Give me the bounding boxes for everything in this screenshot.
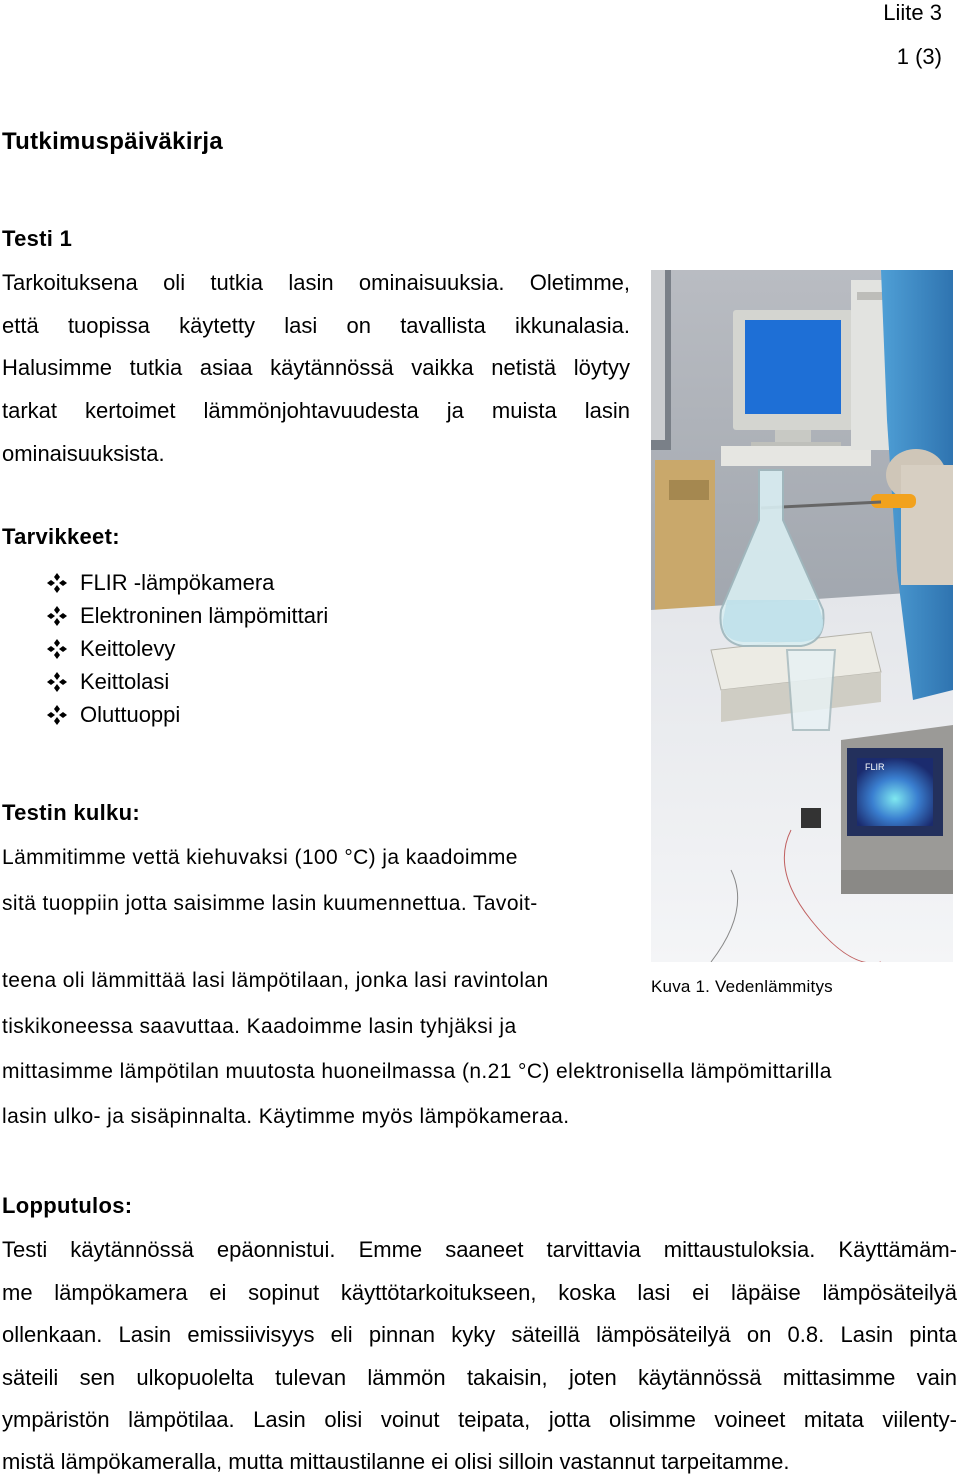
page-number: 1 (3) — [896, 44, 942, 69]
procedure-line: teena oli lämmittää lasi lämpötilaan, jonka lasi ravintolan — [2, 969, 549, 992]
list-item — [44, 698, 328, 731]
list-item — [44, 566, 328, 599]
result-line: säteili sen ulkopuolelta tulevan lämmön takaisin, joten käytännössä mittasimme vain — [2, 1365, 957, 1390]
diamond-bullet-icon — [44, 704, 70, 726]
test-heading: Testi 1 — [2, 226, 73, 251]
intro-line: Tarkoituksena oli tutkia lasin ominaisuuksia. Oletimme, — [2, 270, 630, 295]
supplies-list — [44, 566, 328, 731]
result-line: ympäristön lämpötilaa. Lasin olisi voinut teipata, jotta olisimme voineet mitata viilenty- — [2, 1407, 957, 1432]
lab-photo-illustration — [651, 270, 953, 962]
list-item — [44, 599, 328, 632]
diamond-bullet-icon — [44, 605, 70, 627]
intro-line: ominaisuuksista. — [2, 441, 165, 466]
list-item — [44, 665, 328, 698]
figure-caption: Kuva 1. Vedenlämmitys — [651, 977, 833, 996]
result-line: mistä lämpökameralla, mutta mittaustilanne ei olisi silloin vastannut tarpeitamme. — [2, 1449, 790, 1474]
procedure-line: Lämmitimme vettä kiehuvaksi (100 °C) ja kaadoimme — [2, 846, 518, 869]
procedure-line: sitä tuoppiin jotta saisimme lasin kuumennettua. Tavoit- — [2, 892, 538, 915]
supply-item-label: Keittolasi — [80, 668, 170, 694]
result-heading: Lopputulos: — [2, 1193, 133, 1218]
procedure-line: lasin ulko- ja sisäpinnalta. Käytimme myös lämpökameraa. — [2, 1105, 570, 1128]
camera-screen-text: FLIR — [865, 762, 885, 772]
result-line: me lämpökamera ei sopinut käyttötarkoitukseen, koska lasi ei läpäise lämpösäteilyä — [2, 1280, 957, 1305]
supply-item-label: Keittolevy — [80, 635, 176, 661]
intro-line: tarkat kertoimet lämmönjohtavuudesta ja muista lasin — [2, 398, 630, 423]
procedure-heading: Testin kulku: — [2, 800, 140, 825]
diamond-bullet-icon — [44, 572, 70, 594]
page-title: Tutkimuspäiväkirja — [2, 128, 224, 155]
intro-line: että tuopissa käytetty lasi on tavallista ikkunalasia. — [2, 313, 630, 338]
intro-line: Halusimme tutkia asiaa käytännössä vaikka netistä löytyy — [2, 355, 630, 380]
result-line: ollenkaan. Lasin emissiivisyys eli pinnan kyky säteillä lämpösäteilyä on 0.8. Lasin pinta — [2, 1322, 957, 1347]
diamond-bullet-icon — [44, 671, 70, 693]
result-line: Testi käytännössä epäonnistui. Emme saaneet tarvittavia mittaustuloksia. Käyttämäm- — [2, 1237, 957, 1262]
lab-photo — [651, 270, 953, 962]
list-item — [44, 632, 328, 665]
procedure-line: tiskikoneessa saavuttaa. Kaadoimme lasin tyhjäksi ja — [2, 1015, 517, 1038]
supply-item-label: Elektroninen lämpömittari — [80, 602, 329, 628]
supply-item-label: FLIR -lämpökamera — [80, 569, 275, 595]
diamond-bullet-icon — [44, 638, 70, 660]
supplies-heading: Tarvikkeet: — [2, 524, 120, 549]
procedure-line: mittasimme lämpötilan muutosta huoneilmassa (n.21 °C) elektronisella lämpömittarilla — [2, 1060, 832, 1083]
supply-item-label: Oluttuoppi — [80, 701, 181, 727]
appendix-label: Liite 3 — [883, 0, 942, 25]
